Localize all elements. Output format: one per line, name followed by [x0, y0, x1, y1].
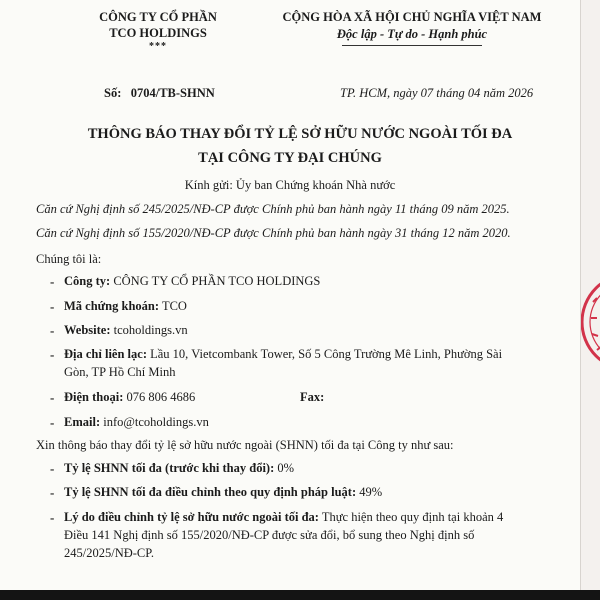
reason-label: Lý do điều chỉnh tỷ lệ sở hữu nước ngoài tối đa: — [64, 510, 319, 524]
company-row — [64, 274, 320, 289]
document-number — [104, 86, 215, 101]
shnn-after-label: Tỷ lệ SHNN tối đa điều chỉnh theo quy định pháp luật: — [64, 485, 357, 499]
notice-intro: Xin thông báo thay đổi tỷ lệ sở hữu nước ngoài (SHNN) tối đa tại Công ty như sau: — [36, 438, 454, 452]
company-ornament: *** — [149, 41, 167, 52]
ticker-value: TCO — [161, 299, 187, 313]
notice-title-line2: TẠI CÔNG TY ĐẠI CHÚNG — [198, 150, 382, 166]
address-value-line1: Lầu 10, Vietcombank Tower, Số 5 Công Trường Mê Linh, Phường Sài — [150, 347, 503, 361]
company-name-line1: CÔNG TY CỔ PHẦN — [99, 10, 217, 24]
email-value: info@tcoholdings.vn — [103, 415, 209, 429]
scan-bottom-edge — [0, 590, 600, 600]
phone-label: Điện thoại: — [64, 390, 124, 404]
document-number-value: 0704/TB-SHNN — [130, 86, 215, 100]
phone-row — [64, 390, 195, 405]
reason-line1: Thực hiện theo quy định tại khoản 4 — [321, 510, 504, 524]
shnn-before-row — [64, 461, 294, 476]
list-bullet: - — [50, 415, 55, 430]
company-name-line2: TCO HOLDINGS — [109, 26, 207, 40]
list-bullet: - — [50, 461, 55, 476]
reason-line2: Điều 141 Nghị định số 155/2020/NĐ-CP được sửa đổi, bổ sung theo Nghị định số — [64, 528, 475, 542]
republic-title: CỘNG HÒA XÃ HỘI CHỦ NGHĨA VIỆT NAM — [282, 10, 542, 24]
reason-line3: 245/2025/NĐ-CP. — [64, 546, 154, 560]
address-value-line2: Gòn, TP Hồ Chí Minh — [64, 365, 176, 379]
list-bullet: - — [50, 510, 55, 525]
email-label: Email: — [64, 415, 101, 429]
list-bullet: - — [50, 299, 55, 314]
shnn-before-value: 0% — [277, 461, 295, 475]
document-number-label: Số: — [104, 86, 122, 100]
notice-title-line1: THÔNG BÁO THAY ĐỔI TỶ LỆ SỞ HỮU NƯỚC NGOÀI TỐI ĐA — [87, 126, 513, 142]
phone-value: 076 806 4686 — [126, 390, 196, 404]
list-bullet: - — [50, 390, 55, 405]
motto-underline — [342, 45, 482, 46]
ticker-label: Mã chứng khoán: — [64, 299, 160, 313]
shnn-before-label: Tỷ lệ SHNN tối đa (trước khi thay đổi): — [64, 461, 275, 475]
list-bullet: - — [50, 485, 55, 500]
company-value: CÔNG TY CỔ PHẦN TCO HOLDINGS — [113, 274, 321, 288]
address-label: Địa chỉ liên lạc: — [64, 347, 147, 361]
list-bullet: - — [50, 323, 55, 338]
company-label: Công ty: — [64, 274, 111, 288]
legal-basis-2: Căn cứ Nghị định số 155/2020/NĐ-CP được Chính phủ ban hành ngày 31 tháng 12 năm 2020. — [36, 226, 511, 240]
fax-label: Fax: — [300, 390, 325, 404]
red-stamp-icon — [580, 262, 600, 382]
shnn-after-value: 49% — [359, 485, 383, 499]
address-row — [64, 347, 502, 362]
website-row — [64, 323, 188, 338]
website-value: tcoholdings.vn — [113, 323, 188, 337]
list-bullet: - — [50, 274, 55, 289]
adjacent-page-edge — [580, 0, 600, 600]
list-bullet: - — [50, 347, 55, 362]
email-row — [64, 415, 209, 430]
ticker-row — [64, 299, 187, 314]
shnn-after-row — [64, 485, 382, 500]
legal-basis-1: Căn cứ Nghị định số 245/2025/NĐ-CP được Chính phủ ban hành ngày 11 tháng 09 năm 2025. — [36, 202, 510, 216]
intro-text: Chúng tôi là: — [36, 252, 102, 266]
recipient: Kính gửi: Ủy ban Chứng khoán Nhà nước — [184, 178, 396, 192]
republic-motto: Độc lập - Tự do - Hạnh phúc — [336, 27, 488, 41]
website-label: Website: — [64, 323, 111, 337]
reason-row — [64, 510, 503, 525]
place-date: TP. HCM, ngày 07 tháng 04 năm 2026 — [340, 86, 534, 100]
